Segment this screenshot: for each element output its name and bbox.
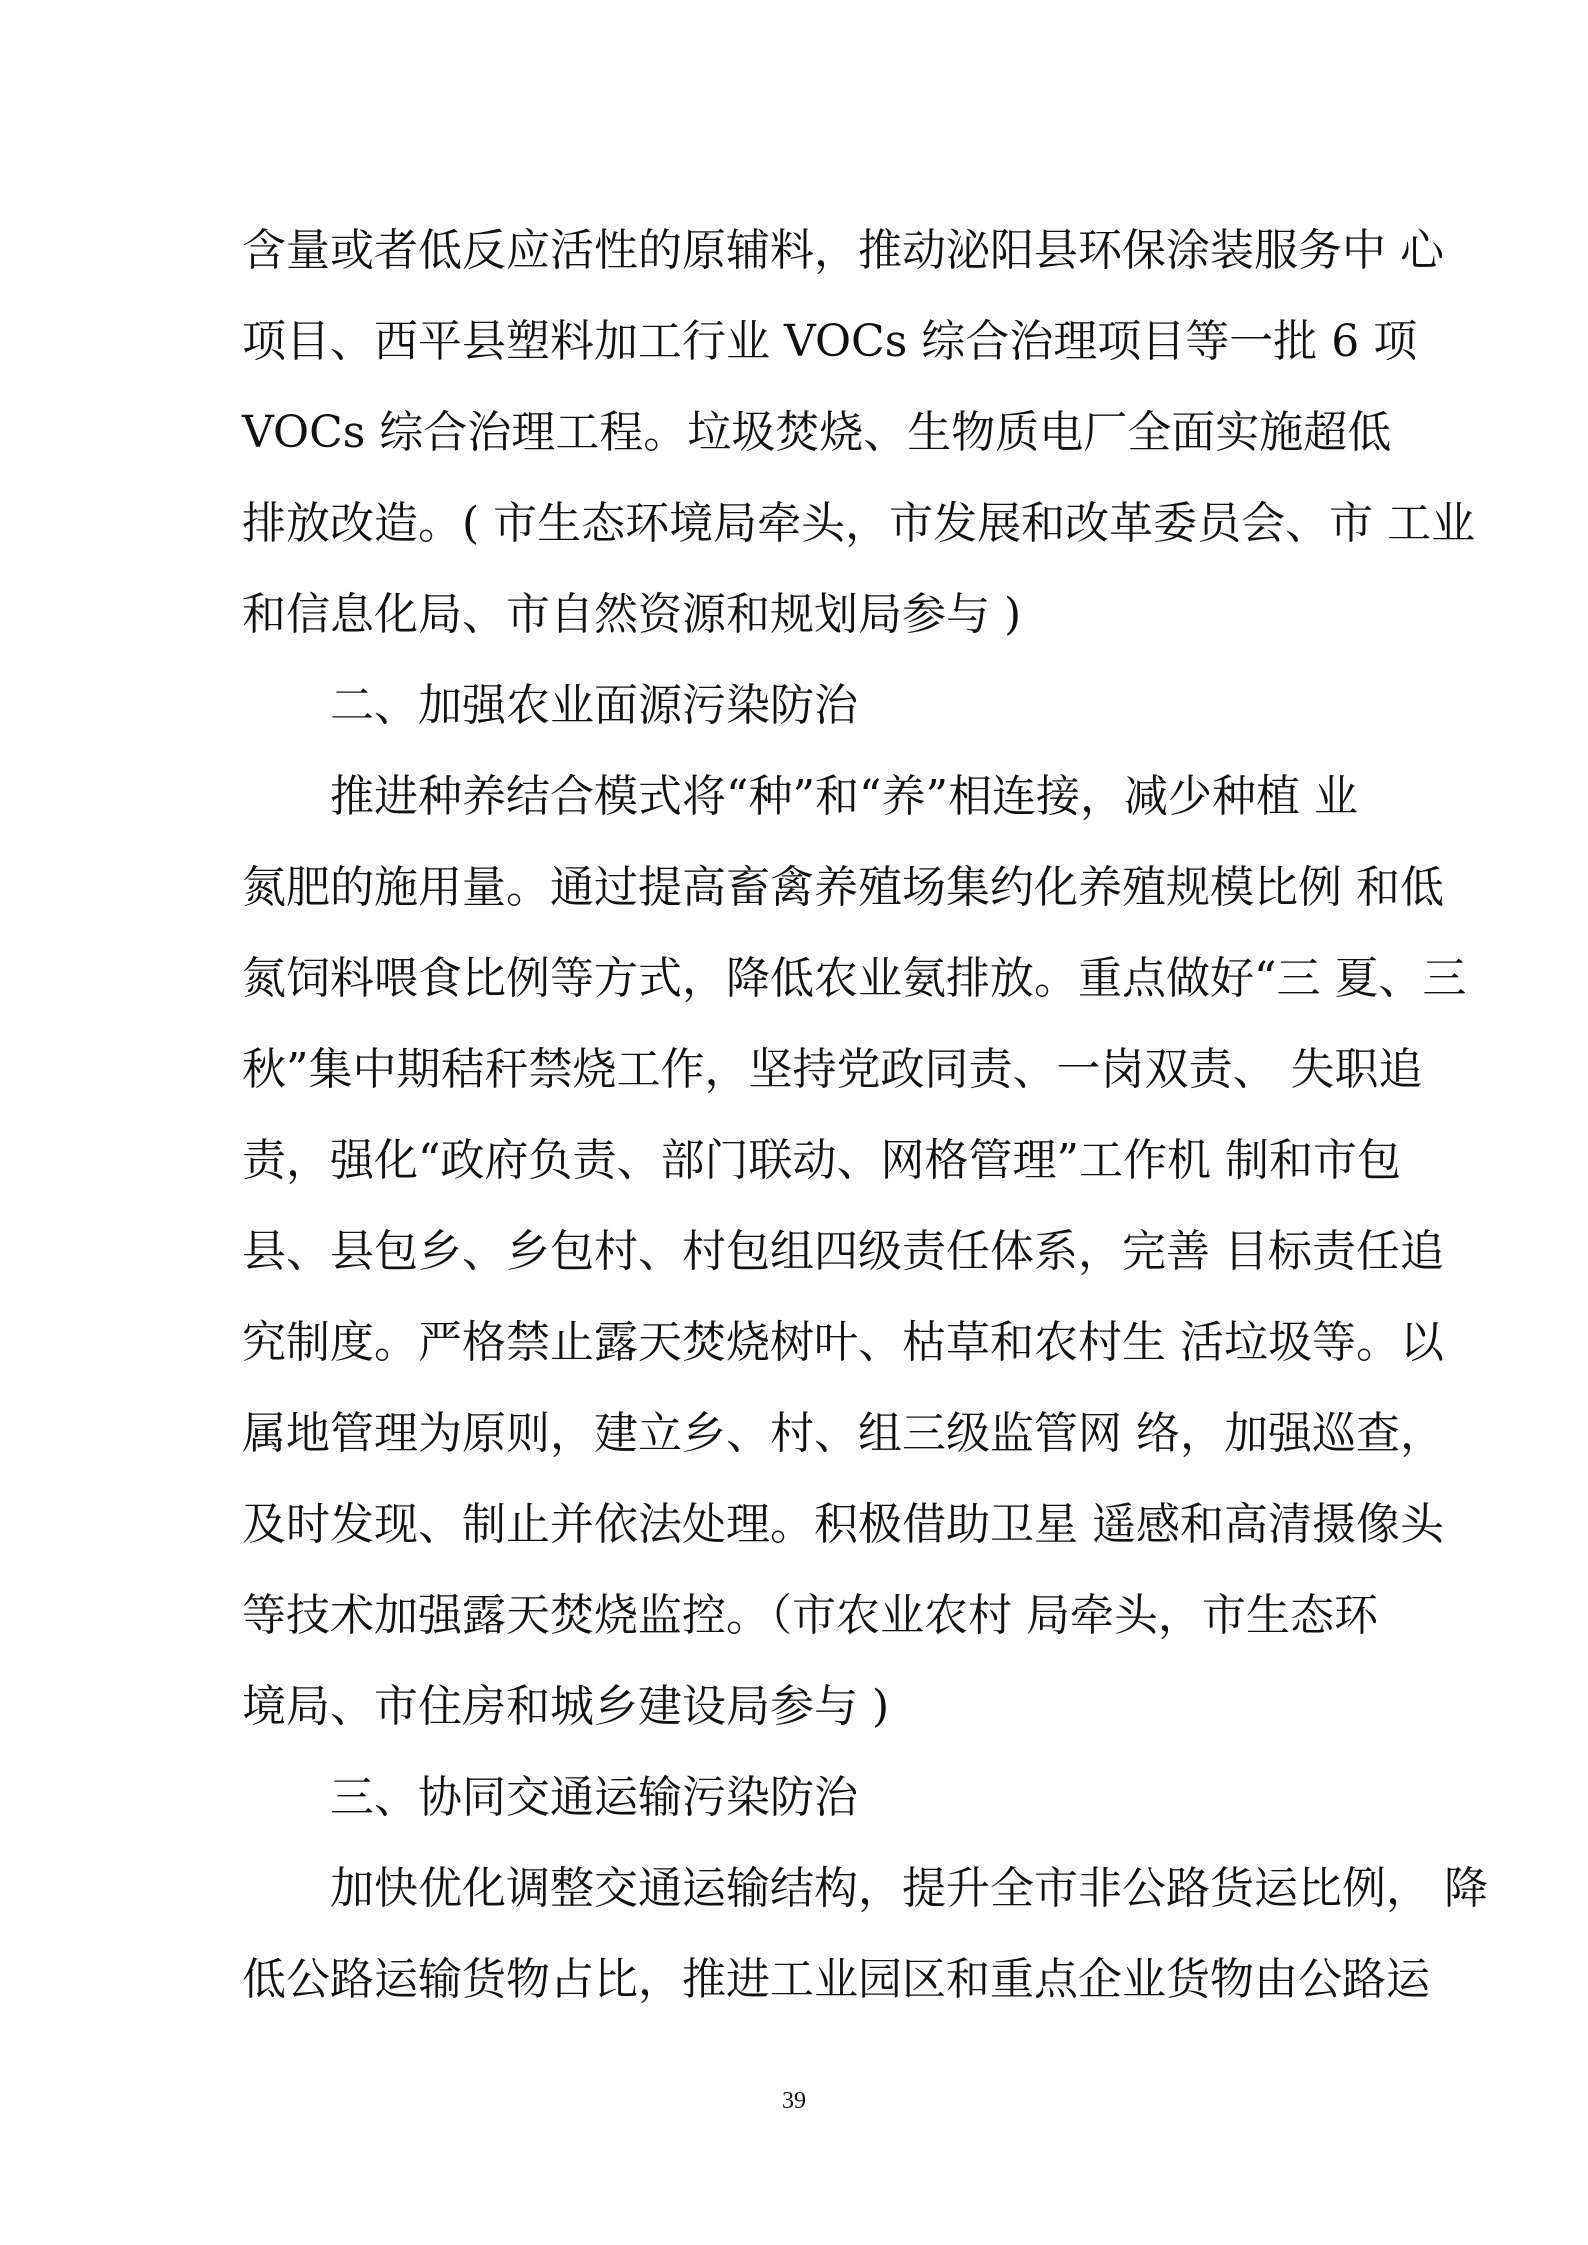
text-line: 排放改造。( 市生态环境局牵头，市发展和改革委员会、市 工业: [242, 498, 1476, 549]
text-line: 县、县包乡、乡包村、村包组四级责任体系，完善 目标责任追: [242, 1226, 1444, 1277]
text-line: 究制度。严格禁止露天焚烧树叶、枯草和农村生 活垃圾等。以: [242, 1317, 1444, 1368]
text-line: 和信息化局、市自然资源和规划局参与 ): [242, 589, 1022, 640]
text-line: 项目、西平县塑料加工行业 VOCs 综合治理项目等一批 6 项: [242, 316, 1418, 367]
text-line: 氮肥的施用量。通过提高畜禽养殖场集约化养殖规模比例 和低: [242, 862, 1444, 913]
text-line: 氮饲料喂食比例等方式，降低农业氨排放。重点做好“三 夏、三: [242, 953, 1467, 1004]
heading-text: 二、加强农业面源污染防治: [330, 680, 858, 731]
section-heading-transport: [242, 1752, 1367, 1843]
text-line: 责，强化“政府负责、部门联动、网格管理”工作机 制和市包: [242, 1135, 1401, 1186]
text-line: VOCs 综合治理工程。垃圾焚烧、生物质电厂全面实施超低: [242, 407, 1392, 458]
section-heading-agriculture: [242, 660, 1367, 751]
text-line: 低公路运输货物占比，推进工业园区和重点企业货物由公路运: [242, 1954, 1430, 2005]
heading-text: 三、协同交通运输污染防治: [330, 1772, 858, 1823]
text-line: 及时发现、制止并依法处理。积极借助卫星 遥感和高清摄像头: [242, 1499, 1444, 1550]
text-line: 境局、市住房和城乡建设局参与 ): [242, 1681, 890, 1732]
text-line: 等技术加强露天焚烧监控。（市农业农村 局牵头，市生态环: [242, 1590, 1378, 1641]
paragraph-continued: [242, 205, 1476, 660]
text-line: 推进种养结合模式将“种”和“养”相连接，减少种植 业: [330, 771, 1358, 822]
text-line: 属地管理为原则，建立乡、村、组三级监管网 络，加强巡查，: [242, 1408, 1444, 1459]
text-line: 秋”集中期秸秆禁烧工作，坚持党政同责、一岗双责、 失职追: [242, 1044, 1423, 1095]
page-number: 39: [782, 2088, 806, 2114]
text-line: 含量或者低反应活性的原辅料，推动泌阳县环保涂装服务中 心: [242, 225, 1444, 276]
paragraph-agriculture: [242, 751, 1467, 1752]
paragraph-transport: [242, 1843, 1488, 2025]
text-line: 加快优化调整交通运输结构，提升全市非公路货运比例， 降: [330, 1863, 1488, 1914]
page-body: [242, 205, 1488, 2025]
